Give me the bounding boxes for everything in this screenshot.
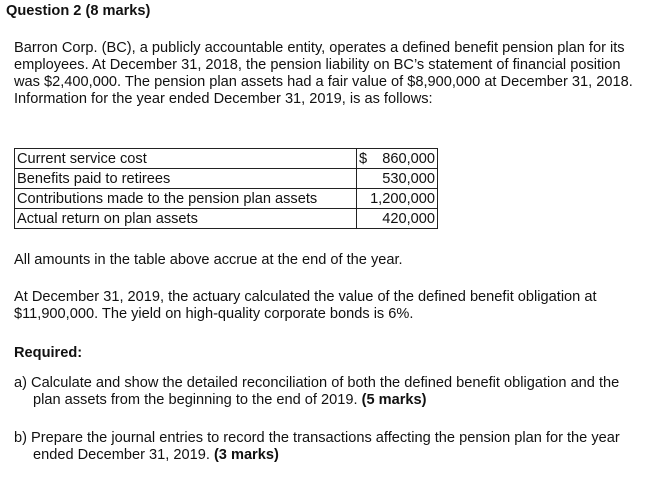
currency-symbol: $ (359, 150, 368, 167)
requirement-b-text: b) Prepare the journal entries to record the transactions affecting the pension plan for the year ended December 31, 2019. (14, 430, 620, 463)
table-row (15, 169, 438, 189)
requirement-b (14, 430, 645, 464)
pension-info-table (14, 148, 438, 229)
amount-value: 420,000 (382, 210, 435, 227)
table-row (15, 189, 438, 209)
table-row (15, 149, 438, 169)
requirement-a-marks: (5 marks) (361, 392, 427, 408)
row-amount (357, 149, 438, 169)
table-row (15, 209, 438, 229)
question-title: Question 2 (8 marks) (6, 3, 151, 19)
row-label: Current service cost (15, 149, 357, 169)
table-note: All amounts in the table above accrue at the end of the year. (14, 252, 403, 268)
amount-value: 860,000 (382, 150, 435, 167)
required-heading: Required: (14, 345, 83, 361)
row-amount (357, 209, 438, 229)
row-amount (357, 169, 438, 189)
row-label: Benefits paid to retirees (15, 169, 357, 189)
requirement-a-text: a) Calculate and show the detailed reconciliation of both the defined benefit obligation and the plan assets from the beginning to the end of 2019. (14, 375, 620, 408)
row-label: Contributions made to the pension plan assets (15, 189, 357, 209)
requirement-a (14, 375, 645, 409)
row-amount (357, 189, 438, 209)
row-label: Actual return on plan assets (15, 209, 357, 229)
intro-paragraph: Barron Corp. (BC), a publicly accountable entity, operates a defined benefit pension plan for its employees. At December 31, 2018, the pension liability on BC’s statement of financial position was $2,400,000. The pension plan assets had a fair value of $8,900,000 at December 31, 2018. Information for the year ended December 31, 2019, is as follows: (14, 40, 633, 107)
amount-value: 530,000 (382, 170, 435, 187)
amount-value: 1,200,000 (370, 190, 435, 207)
requirement-b-marks: (3 marks) (213, 447, 279, 463)
actuary-paragraph: At December 31, 2019, the actuary calculated the value of the defined benefit obligation at $11,900,000. The yield on high-quality corporate bonds is 6%. (14, 289, 597, 322)
